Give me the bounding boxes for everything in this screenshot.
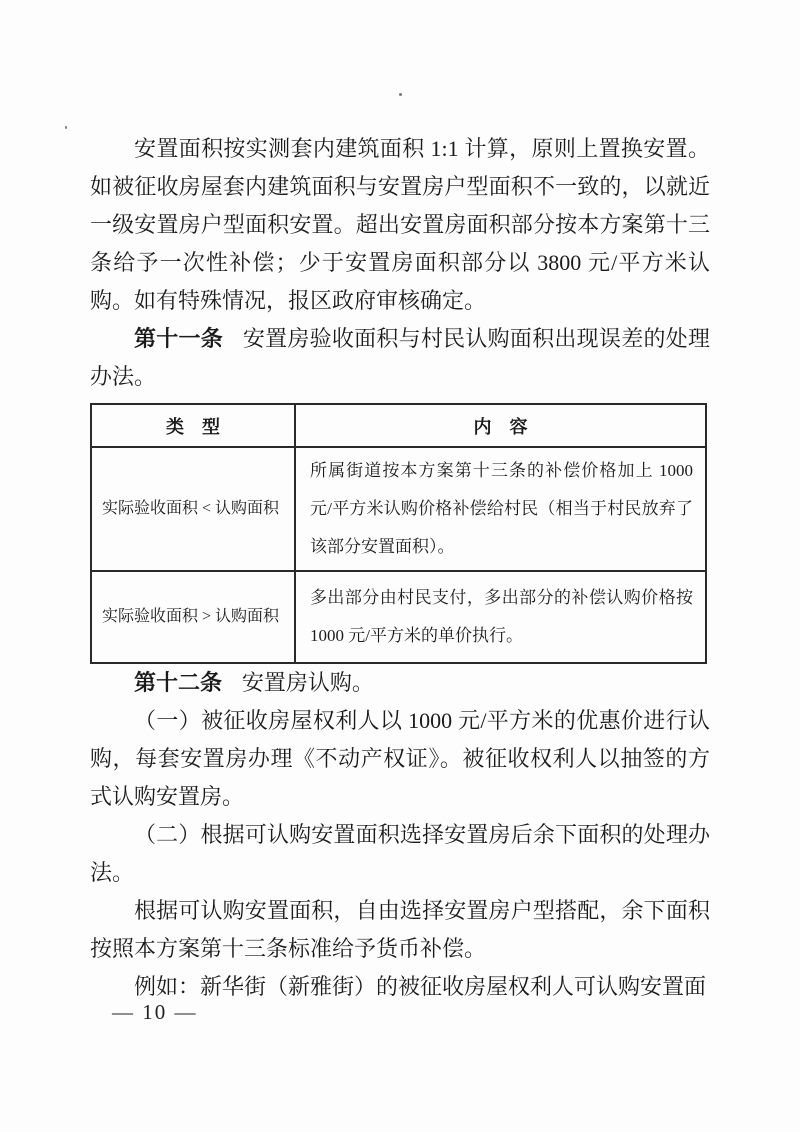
table-row xyxy=(91,447,706,571)
article-12-number: 第十二条 xyxy=(134,670,223,695)
paragraph-item-2: （二）根据可认购安置面积选择安置房后余下面积的处理办法。 xyxy=(90,822,710,885)
scan-speck xyxy=(65,126,67,129)
paragraph-item-1: （一）被征收房屋权利人以 1000 元/平方米的优惠价进行认购，每套安置房办理《不动产权证》。被征收权利人以抽签的方式认购安置房。 xyxy=(90,708,710,809)
table-header-type: 类 型 xyxy=(91,404,295,447)
article-11-number: 第十一条 xyxy=(134,326,224,351)
article-11-heading xyxy=(90,320,710,396)
table-row xyxy=(91,571,706,663)
page-number: — 10 — xyxy=(112,1000,198,1024)
paragraph-remaining-area: 根据可认购安置面积，自由选择安置房户型搭配，余下面积按照本方案第十三条标准给予货币补偿。 xyxy=(90,898,710,961)
table-cell-content-less: 所属街道按本方案第十三条的补偿价格加上 1000 元/平方米认购价格补偿给村民（相当于村民放弃了该部分安置面积）。 xyxy=(295,447,706,571)
table-header-row xyxy=(91,404,706,447)
paragraph-example: 例如：新华街（新雅街）的被征收房屋权利人可认购安置面 xyxy=(134,974,707,999)
scan-speck xyxy=(399,93,402,96)
table-cell-content-more: 多出部分由村民支付，多出部分的补偿认购价格按 1000 元/平方米的单价执行。 xyxy=(295,571,706,663)
article-11-title: 安置房验收面积与村民认购面积出现误差的处理办法。 xyxy=(90,326,710,389)
article-12-title: 安置房认购。 xyxy=(241,670,374,695)
document-body xyxy=(90,130,710,1006)
table-cell-type-less: 实际验收面积 < 认购面积 xyxy=(91,447,295,571)
table-header-content: 内 容 xyxy=(295,404,706,447)
table-cell-type-more: 实际验收面积 > 认购面积 xyxy=(91,571,295,663)
article-12-heading xyxy=(90,664,710,702)
paragraph-area-calculation: 安置面积按实测套内建筑面积 1:1 计算，原则上置换安置。如被征收房屋套内建筑面积与安置房户型面积不一致的，以就近一级安置房户型面积安置。超出安置房面积部分按本方案第十三条给予一次性补偿；少于安置房面积部分以 3800 元/平方米认购。如有特殊情况，报区政府审核确定。 xyxy=(90,136,710,313)
area-error-table xyxy=(90,403,707,664)
